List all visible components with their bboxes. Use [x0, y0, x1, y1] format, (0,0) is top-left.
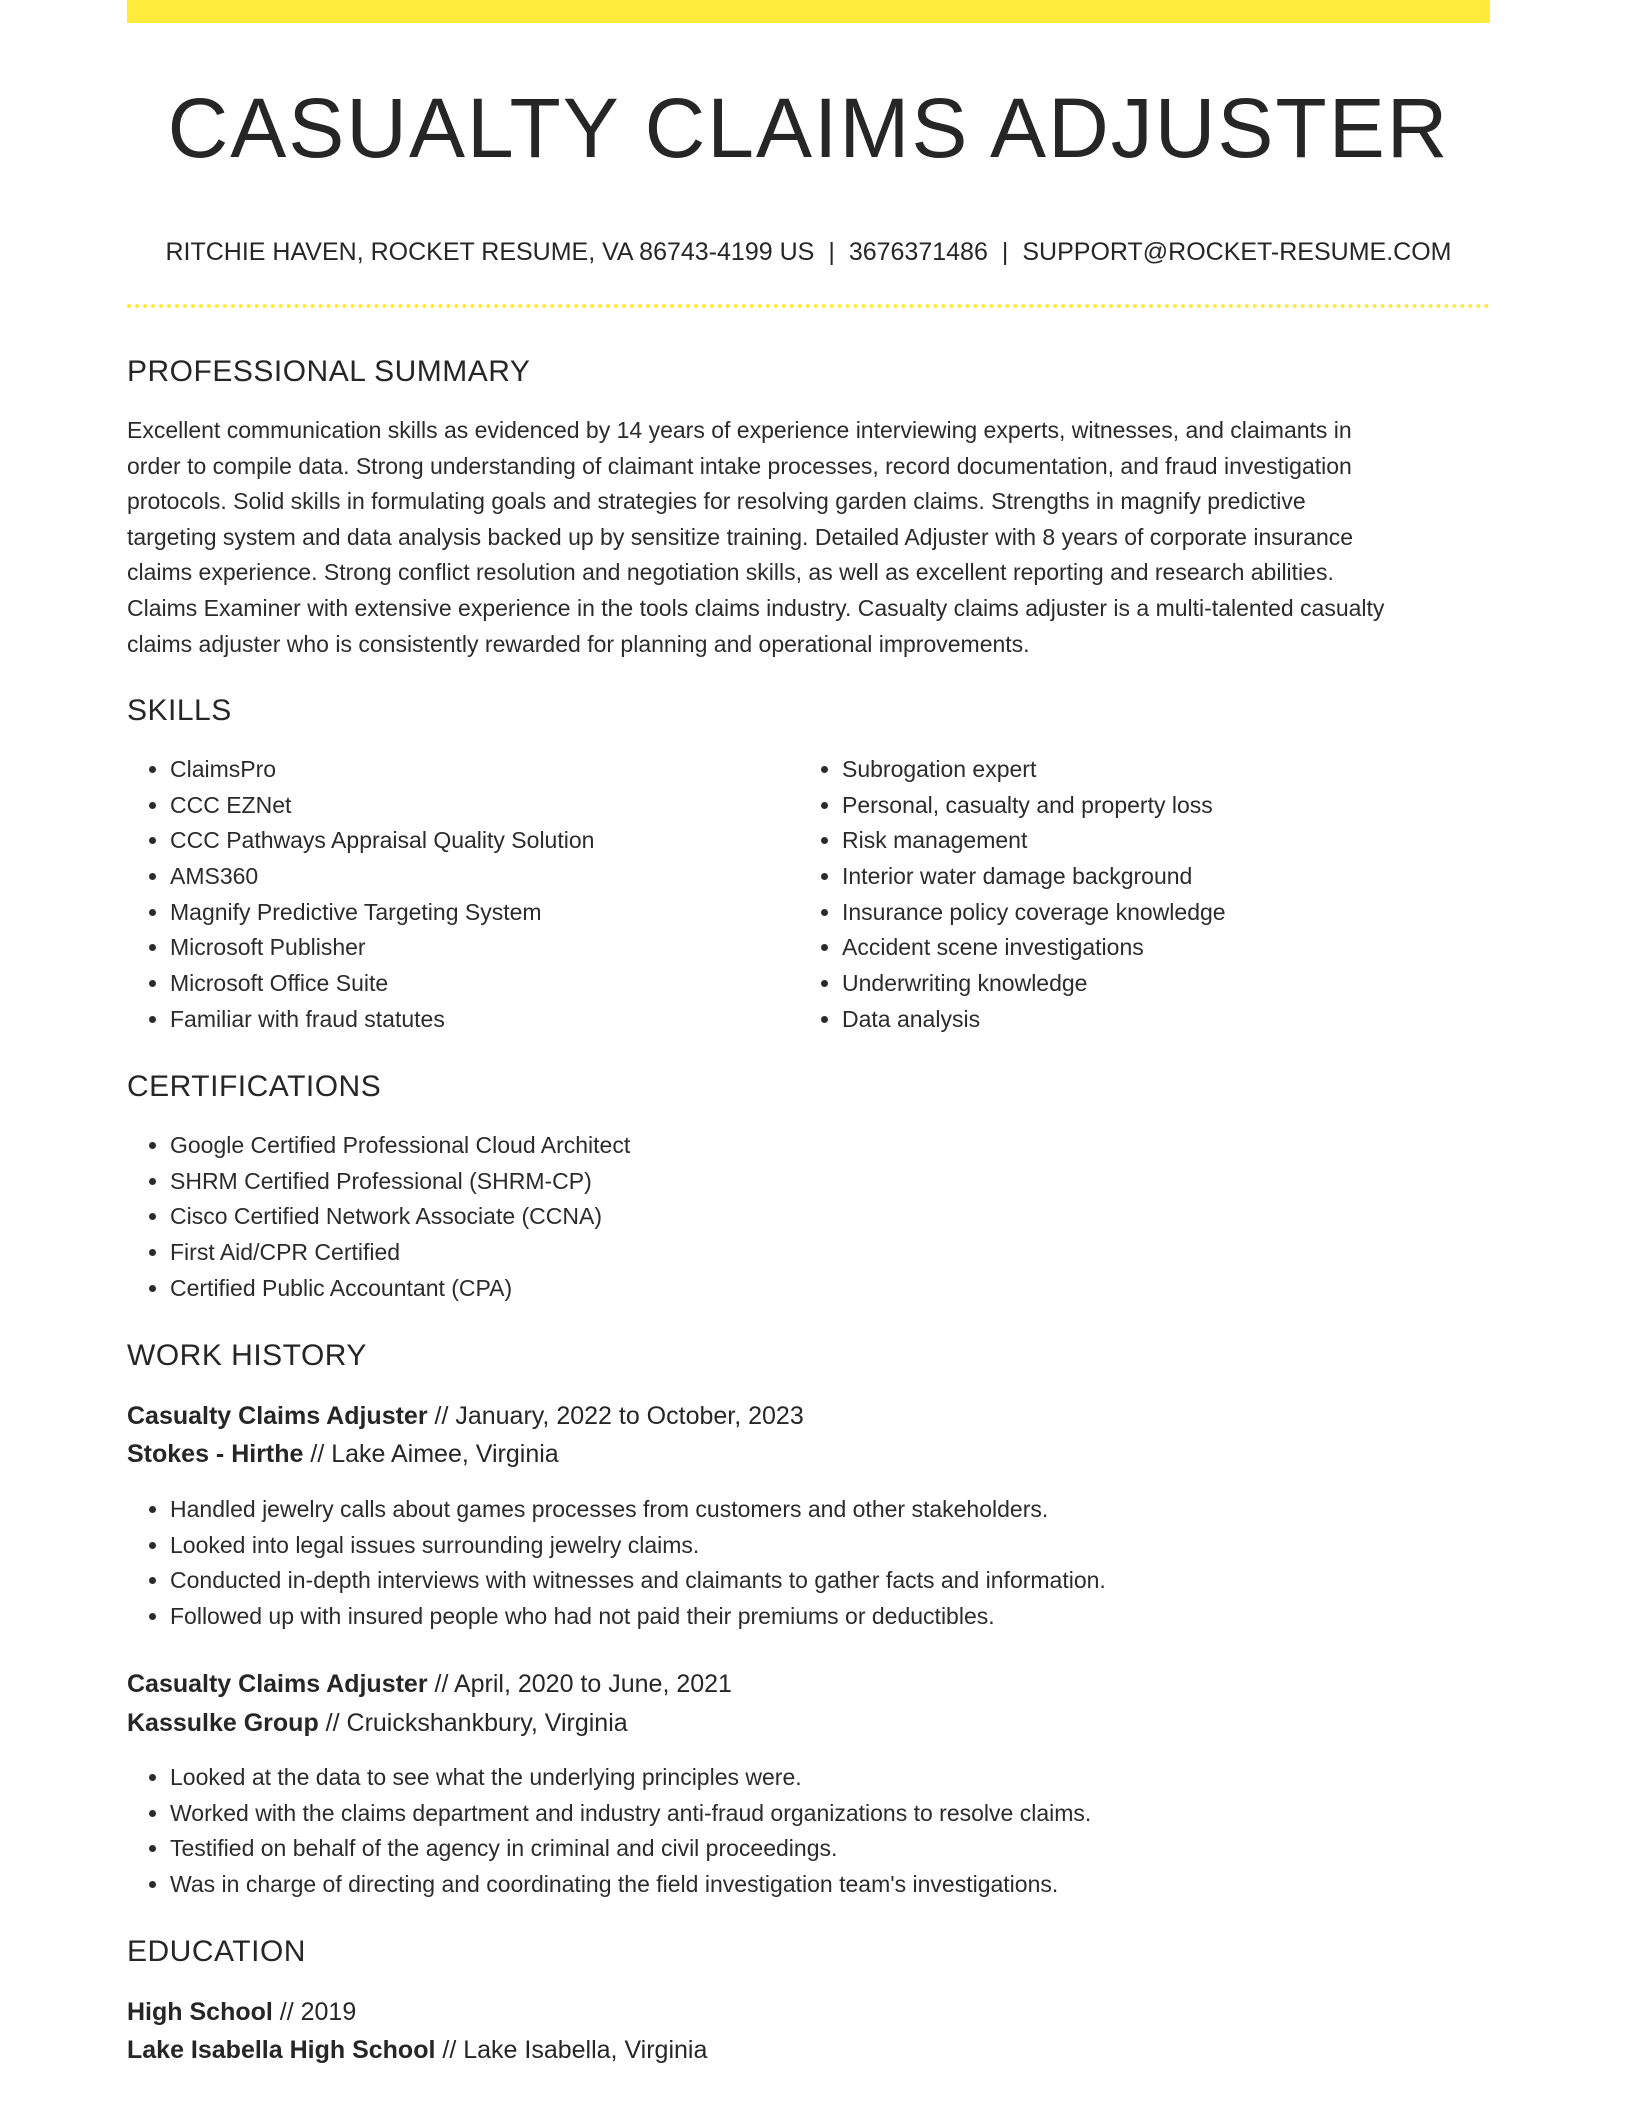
contact-separator: | — [828, 238, 835, 266]
section-title-education: EDUCATION — [127, 1935, 306, 1968]
education-year: // 2019 — [272, 1998, 357, 2026]
skill-item: • Data analysis — [842, 1002, 1482, 1038]
skill-item: • Magnify Predictive Targeting System — [170, 895, 800, 931]
certifications-list — [127, 1128, 1470, 1306]
skill-item: • AMS360 — [170, 859, 800, 895]
skills-list-left — [127, 752, 800, 1038]
skills-list-right — [799, 752, 1482, 1038]
job-company: Stokes - Hirthe — [127, 1440, 304, 1468]
contact-address: RITCHIE HAVEN, ROCKET RESUME, VA 86743-4199 US — [165, 238, 815, 266]
summary-line: claims experience. Strong conflict resolution and negotiation skills, as well as excellent reporting and research abilities. — [127, 559, 1334, 586]
certification-item: • Google Certified Professional Cloud Architect — [170, 1128, 1470, 1164]
skill-item: • Accident scene investigations — [842, 930, 1482, 966]
education-school: Lake Isabella High School — [127, 2036, 436, 2064]
job-duty: • Conducted in-depth interviews with witnesses and claimants to gather facts and information. — [170, 1563, 1470, 1599]
education-location: // Lake Isabella, Virginia — [435, 2036, 708, 2064]
contact-separator: | — [1001, 238, 1009, 266]
summary-line: targeting system and data analysis backed up by sensitize training. Detailed Adjuster with 8 years of corporate insurance — [127, 523, 1354, 550]
contact-line — [127, 236, 1490, 268]
job-duty: • Was in charge of directing and coordinating the field investigation team's investigations. — [170, 1867, 1470, 1903]
skill-item: • CCC EZNet — [170, 788, 800, 824]
skill-item: • Microsoft Office Suite — [170, 966, 800, 1002]
skill-item: • ClaimsPro — [170, 752, 800, 788]
skill-item: • Interior water damage background — [842, 859, 1482, 895]
certification-item: • Cisco Certified Network Associate (CCNA) — [170, 1199, 1470, 1235]
dotted-divider — [127, 304, 1490, 308]
certification-item: • Certified Public Accountant (CPA) — [170, 1271, 1470, 1307]
job-role: Casualty Claims Adjuster — [127, 1402, 428, 1430]
skill-item: • Personal, casualty and property loss — [842, 788, 1482, 824]
job-role: Casualty Claims Adjuster — [127, 1670, 428, 1698]
job-location: // Cruickshankbury, Virginia — [318, 1709, 628, 1737]
summary-line: protocols. Solid skills in formulating goals and strategies for resolving garden claims. Strengths in magnify predictive — [127, 488, 1306, 515]
contact-email: SUPPORT@ROCKET-RESUME.COM — [1022, 238, 1452, 266]
job-company-line — [127, 1437, 559, 1471]
education-degree-line — [127, 1995, 356, 2029]
job-dates: // April, 2020 to June, 2021 — [427, 1670, 732, 1698]
job-company-line — [127, 1706, 628, 1740]
section-title-skills: SKILLS — [127, 694, 232, 727]
job-duties-list — [127, 1492, 1470, 1635]
job-duty: • Looked at the data to see what the underlying principles were. — [170, 1760, 1470, 1796]
job-duties-list — [127, 1760, 1470, 1903]
job-title-line — [127, 1667, 732, 1701]
resume-title: CASUALTY CLAIMS ADJUSTER — [167, 81, 1450, 175]
job-location: // Lake Aimee, Virginia — [303, 1440, 559, 1468]
section-title-summary: PROFESSIONAL SUMMARY — [127, 355, 531, 388]
job-company: Kassulke Group — [127, 1709, 319, 1737]
certification-item: • First Aid/CPR Certified — [170, 1235, 1470, 1271]
summary-line: Claims Examiner with extensive experience in the tools claims industry. Casualty claims adjuster is a multi-talented casualty — [127, 594, 1385, 621]
contact-phone: 3676371486 — [848, 238, 988, 266]
section-title-work-history: WORK HISTORY — [127, 1339, 367, 1372]
job-duty: • Testified on behalf of the agency in criminal and civil proceedings. — [170, 1831, 1470, 1867]
summary-line: claims adjuster who is consistently rewarded for planning and operational improvements. — [127, 630, 1030, 657]
accent-top-bar — [127, 0, 1490, 23]
summary-line: order to compile data. Strong understanding of claimant intake processes, record documentation, and fraud investigation — [127, 452, 1352, 479]
skill-item: • Underwriting knowledge — [842, 966, 1482, 1002]
job-duty: • Looked into legal issues surrounding jewelry claims. — [170, 1528, 1470, 1564]
skill-item: • Risk management — [842, 823, 1482, 859]
skill-item: • Subrogation expert — [842, 752, 1482, 788]
skill-item: • Microsoft Publisher — [170, 930, 800, 966]
section-title-certifications: CERTIFICATIONS — [127, 1070, 382, 1103]
education-school-line — [127, 2033, 707, 2067]
certification-item: • SHRM Certified Professional (SHRM-CP) — [170, 1164, 1470, 1200]
skill-item: • Insurance policy coverage knowledge — [842, 895, 1482, 931]
education-degree: High School — [127, 1998, 273, 2026]
job-duty: • Worked with the claims department and industry anti-fraud organizations to resolve claims. — [170, 1796, 1470, 1832]
summary-paragraph — [127, 413, 1490, 662]
job-duty: • Handled jewelry calls about games processes from customers and other stakeholders. — [170, 1492, 1470, 1528]
job-duty: • Followed up with insured people who had not paid their premiums or deductibles. — [170, 1599, 1470, 1635]
job-dates: // January, 2022 to October, 2023 — [427, 1402, 804, 1430]
job-title-line — [127, 1399, 804, 1433]
skill-item: • CCC Pathways Appraisal Quality Solution — [170, 823, 800, 859]
summary-line: Excellent communication skills as evidenced by 14 years of experience interviewing experts, witnesses, and claimants in — [127, 417, 1352, 443]
skill-item: • Familiar with fraud statutes — [170, 1002, 800, 1038]
